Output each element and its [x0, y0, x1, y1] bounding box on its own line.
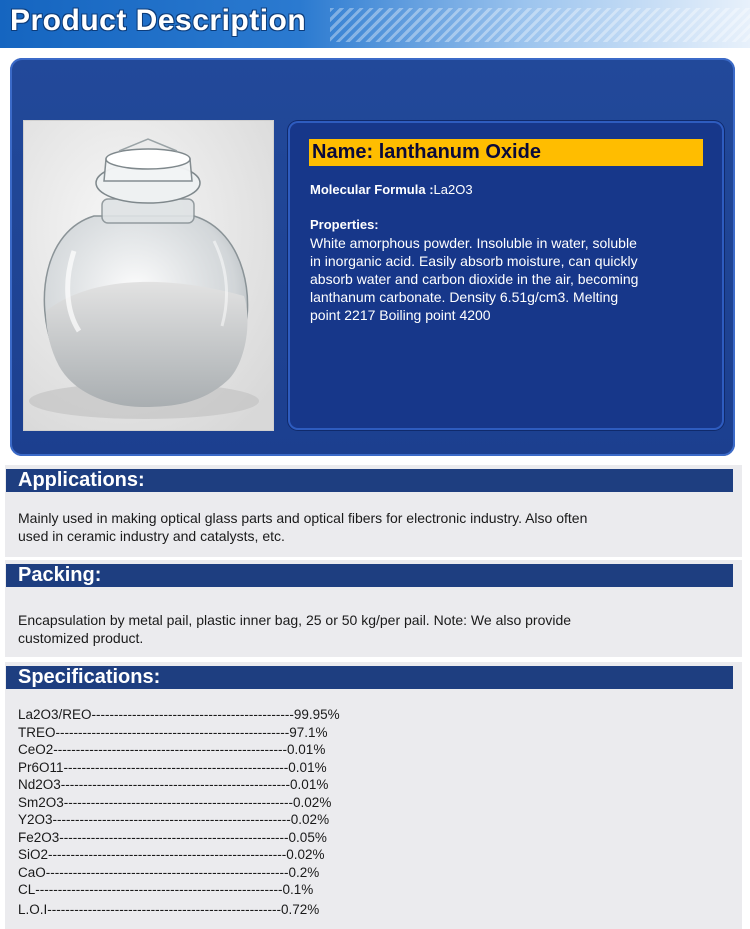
spec-row: Nd2O3---------------------------------------------------0.01% [18, 777, 329, 792]
spec-row: CL-------------------------------------------------------0.1% [18, 882, 314, 897]
spec-row: CaO------------------------------------------------------0.2% [18, 865, 320, 880]
page-title: Product Description [10, 4, 307, 37]
properties-title: Properties: [310, 217, 379, 232]
spec-row: La2O3/REO---------------------------------------------99.95% [18, 707, 340, 722]
spec-row: L.O.I----------------------------------------------------0.72% [18, 902, 320, 917]
spec-row: TREO----------------------------------------------------97.1% [18, 725, 328, 740]
spec-row: Fe2O3---------------------------------------------------0.05% [18, 830, 327, 845]
page-header [0, 0, 750, 48]
molecular-formula [310, 182, 473, 197]
packing-text: Encapsulation by metal pail, plastic inner bag, 25 or 50 kg/per pail. Note: We also provide customized product. [18, 612, 572, 646]
product-name: Name: lanthanum Oxide [312, 141, 541, 163]
spec-row: Sm2O3---------------------------------------------------0.02% [18, 795, 332, 810]
jar-image [24, 121, 273, 430]
formula-label: Molecular Formula : [310, 182, 434, 197]
spec-row: Pr6O11--------------------------------------------------0.01% [18, 760, 327, 775]
applications-text: Mainly used in making optical glass parts and optical fibers for electronic industry. Also often used in ceramic industry and catalysts, etc. [18, 510, 588, 544]
properties-text: White amorphous powder. Insoluble in water, soluble in inorganic acid. Easily absorb moisture, can quickly absorb water and carbon dioxide in the air, becoming lanthanum carbonate. Density 6.51g/cm3. Melting point 2217 Boiling point 4200 [310, 235, 639, 323]
header-stripes [330, 8, 750, 42]
formula-value: La2O3 [433, 182, 473, 197]
packing-bar [6, 564, 733, 587]
applications-title: Applications: [18, 469, 145, 491]
specifications-title: Specifications: [18, 666, 161, 688]
spec-row: SiO2-----------------------------------------------------0.02% [18, 847, 325, 862]
product-photo [23, 120, 274, 431]
spec-row: Y2O3-----------------------------------------------------0.02% [18, 812, 330, 827]
packing-title: Packing: [18, 564, 102, 586]
spec-row: CeO2----------------------------------------------------0.01% [18, 742, 326, 757]
